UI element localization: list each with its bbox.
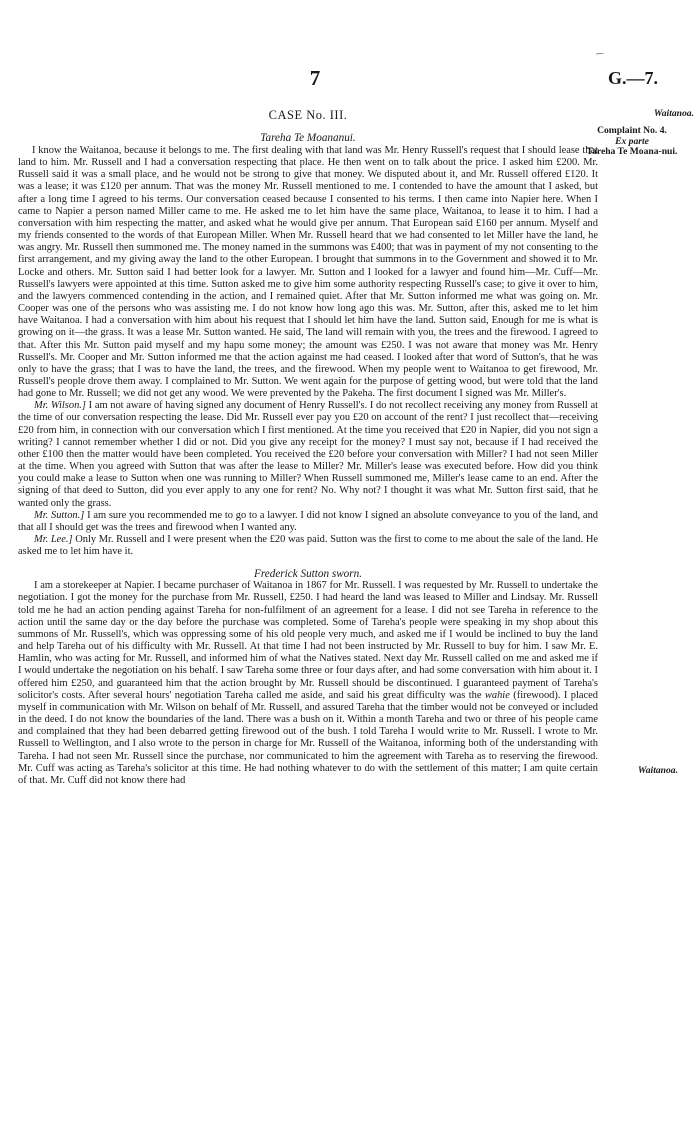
paragraph-text: I am not aware of having signed any document of Henry Russell's. I do not recollect receiving any money from Russell at the time of our conversation respecting the lease. Did Mr. Russell ever pay you £20 on account of the rent? I just recollect that—receiving £20 from him, in connection with our conversation which I first mentioned. At the time you received that £20 in Napier, did you not sign a writing? I cannot remember whether I did or not. Did you give any receipt for the money? I must say not, because if I had received the other £100 then the matter would have been completed. You received the £20 before your conversation with Miller? I had not seen Miller at the time. When you agreed with Sutton that was after the lease to Miller? Mr. Miller's lease was executed before. How did you think you could make a lease to Sutton when one was running to Miller? When Russell summoned me, Miller's lease came to an end. After the signing of that deed to Sutton, did you ever apply to any one for rent? No. Why not? I thought it was what Mr. Sutton first said, that he wanted only the grass. (18, 400, 599, 509)
complaint-party: Tareha Te Moana-nui. (586, 146, 678, 157)
speaker-label: Mr. Lee.] (34, 534, 73, 545)
paragraph-text: Only Mr. Russell and I were present when the £20 was paid. Sutton was the first to come to me about the sale of the land. He asked me to let him have it. (18, 534, 598, 558)
speaker-label: Mr. Sutton.] (34, 509, 85, 521)
testimony-paragraph-4 (18, 534, 598, 558)
scan-mark-glyph (596, 53, 604, 55)
testimony-paragraph-2 (18, 400, 598, 509)
paragraph-text: I am sure you recommended me to go to a lawyer. I did not know I signed an absolute conveyance to you of the land, and that all I should get was the trees and firewood when I wanted any. (18, 509, 599, 533)
testimony-body (18, 145, 598, 787)
italic-term: wahie (484, 689, 510, 701)
margin-note-place: Waitanoa. (653, 108, 694, 119)
paragraph-text: (firewood). I placed myself in communication with Mr. Wilson on behalf of Mr. Russell, and assured Tareha that the timber would not be conveyed or included in the deed. I do not know the boundaries of the land. There was a bush on it. Within a month Tareha and two or three of his people came and complained that they had been debarred getting firewood out of the bush. I told Tareha I would write to Mr. Russell. I wrote to Mr. Russell to Wellington, and I also wrote to the person in charge for Mr. Russell of the Waitanoa, informing both of the understanding with Tareha. I had not seen Mr. Russell since the purchase, nor communicated to him the agreement with Tareha as to reserving the firewood. Mr. Cuff was acting as Tareha's solicitor at this time. He had nothing whatever to do with the settlement of this matter; I am quite certain of that. Mr. Cuff did not know there had (18, 689, 599, 786)
main-column (18, 108, 598, 787)
case-title: CASE No. III. (268, 108, 348, 122)
witness-heading-2: Frederick Sutton sworn. (253, 568, 363, 581)
testimony-paragraph-5 (18, 580, 598, 787)
testimony-paragraph-1: I know the Waitanoa, because it belongs to me. The first dealing with that land was Mr. Henry Russell's request that I should lease that land to him. Mr. Russell and I had a conversation respecting that place. He then went on to talk about the price. I asked him £200. Mr. Russell said it was a small place, and he would not be strong to give that money. We disputed about it, and Mr. Russell offered £120. It was a lease; it was £120 per annum. That was the money Mr. Russell mentioned to me. I contended to have the amount that I asked, but after a long time I agreed to his terms. Our conversation ceased because I consented to his terms. I then came into Napier here. When I came to Napier a person named Miller came to me. He asked me to let him have the same place, Waitanoa, to lease it to him. I had a conversation with him respecting the matter, and asked what he would give per annum. That European said £160 per annum. Myself and my friends consented to the words of that European Miller. When Mr. Russell heard that we had consented to let Miller have the land, he was angry. Mr. Russell then summoned me. The money named in the summons was £400; that was in payment of my not consenting to the first arrangement, and my giving away the land to the other European. I brought that summons in to the Government and showed it to Mr. Locke and others. Mr. Sutton said I had better look for a lawyer. Mr. Sutton and I looked for a lawyer and found him—Mr. Cuff—Mr. Russell's lawyers were appointed at this time. Sutton asked me to give him some authority respecting Russell's case; to give it over to him, and the lawyers commenced contending in the action, and I remained quiet. After that Mr. Sutton informed me what was going on. Mr. Cooper was one of the persons who was assisting me. I do not know how long ago this was. Mr. Sutton, after this, asked me to let him have Waitanoa. I had a conversation with him about his request that I should let him have the land. Sutton said, Enough for me is what is growing on it—the grass. It was a lease Mr. Sutton wanted. He said, The land will remain with you, the trees and the firewood. I agreed to that. After this Mr. Sutton paid myself and my hapu some money; the amount was £250. I was not aware that money was Mr. Henry Russell's. Mr. Cooper and Mr. Sutton informed me that the action against me had ceased. I looked after that word of Sutton's, that he was only to have the grass; that I was to have the land, the trees, and the firewood. When my people went to Waitanoa to get firewood, Mr. Russell's people drove them away. I complained to Mr. Sutton. We went again for the purpose of getting wood, but were told that the land had gone to Mr. Russell; we did not get any wood. We were prevented by the Pakeha. The first document I signed was Mr. Miller's. (18, 145, 598, 400)
margin-note-place-2: Waitanoa. (637, 765, 678, 776)
scan-mark (596, 42, 604, 44)
speaker-label: Mr. Wilson.] (34, 400, 86, 412)
witness-heading-1: Tareha Te Moananui. (260, 132, 356, 144)
series-reference: G.—7. (608, 68, 659, 88)
complaint-number: Complaint No. 4. (597, 125, 667, 136)
paragraph-text: I am a storekeeper at Napier. I became purchaser of Waitanoa in 1867 for Mr. Russell. I was requested by Mr. Russell to undertake the negotiation. I got the money for the purchase from Mr. Russell, £250. I had heard the land was leased to Miller and Lindsay. Mr. Russell told me he had an action pending against Tareha for non-fulfilment of an agreement for a lease. I did not see Tareha in reference to the action until the same day or the day before the purchase was completed. Some of Tareha's people were speaking in my shop about this summons of Mr. Russell's, which was oppressing some of his old people very much, and asked me if I would be inclined to buy the land and help Tareha out of his difficulty with Mr. Russell. At that time I had not been instructed by Mr. Russell to buy for him. I saw Mr. E. Hamlin, who was acting for Mr. Russell, and informed him of what the Natives stated. Next day Mr. Russell called on me and asked me if I would undertake the negotiation on his behalf. I saw Tareha some three or four days after, and had some conversation with him about it. I offered him £250, and guaranteed him that the action brought by Mr. Russell should be discontinued. I guaranteed payment of Tareha's solicitor's costs. After several hours' negotiation Tareha called me aside, and said his great difficulty was the (18, 580, 598, 701)
page-number: 7 (309, 66, 321, 90)
complaint-ex-parte: Ex parte (615, 136, 649, 147)
testimony-paragraph-3 (18, 510, 598, 534)
